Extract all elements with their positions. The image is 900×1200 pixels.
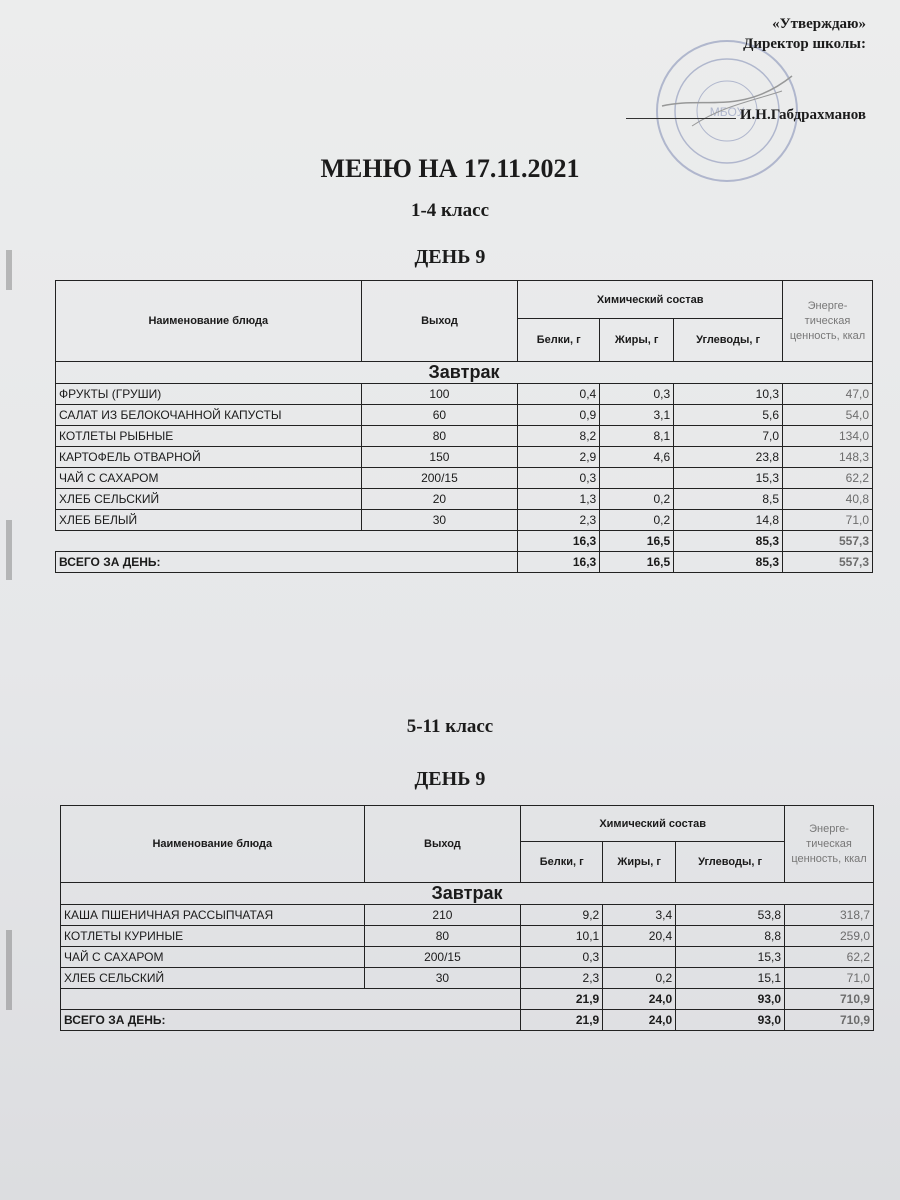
total-fat: 24,0	[603, 1010, 676, 1031]
approval-position: Директор школы:	[743, 36, 866, 52]
subtotal-empty	[61, 989, 521, 1010]
dish-fat: 8,1	[600, 426, 674, 447]
menu-table-5-11	[60, 805, 874, 1031]
dish-name: КОТЛЕТЫ РЫБНЫЕ	[56, 426, 362, 447]
dish-name: КАРТОФЕЛЬ ОТВАРНОЙ	[56, 447, 362, 468]
scan-artifact	[6, 930, 12, 1010]
table-row	[61, 968, 874, 989]
total-energy: 710,9	[785, 1010, 874, 1031]
dish-output: 30	[361, 510, 518, 531]
dish-protein: 0,3	[521, 947, 603, 968]
approval-signer: И.Н.Габдрахманов	[739, 107, 866, 123]
table-row	[61, 926, 874, 947]
total-protein: 16,3	[518, 552, 600, 573]
dish-name: КАША ПШЕНИЧНАЯ РАССЫПЧАТАЯ	[61, 905, 365, 926]
page-title: МЕНЮ НА 17.11.2021	[320, 154, 580, 183]
dish-output: 30	[364, 968, 521, 989]
dish-name: ЧАЙ С САХАРОМ	[56, 468, 362, 489]
section-1-day-label: ДЕНЬ 9	[414, 246, 486, 268]
dish-protein: 10,1	[521, 926, 603, 947]
table-row	[56, 510, 873, 531]
header-fat: Жиры, г	[600, 319, 674, 362]
header-energy: Энерге-тическая ценность, ккал	[783, 281, 873, 362]
dish-carbs: 8,8	[676, 926, 785, 947]
dish-protein: 2,9	[518, 447, 600, 468]
dish-name: САЛАТ ИЗ БЕЛОКОЧАННОЙ КАПУСТЫ	[56, 405, 362, 426]
total-carbs: 85,3	[674, 552, 783, 573]
subtotal-empty	[56, 531, 518, 552]
header-chem-composition: Химический состав	[521, 806, 785, 842]
subtotal-energy: 557,3	[783, 531, 873, 552]
dish-carbs: 15,3	[674, 468, 783, 489]
dish-protein: 8,2	[518, 426, 600, 447]
dish-protein: 0,9	[518, 405, 600, 426]
dish-fat: 20,4	[603, 926, 676, 947]
dish-name: ЧАЙ С САХАРОМ	[61, 947, 365, 968]
subtotal-protein: 21,9	[521, 989, 603, 1010]
dish-fat: 0,3	[600, 384, 674, 405]
dish-carbs: 15,1	[676, 968, 785, 989]
header-fat: Жиры, г	[603, 842, 676, 883]
dish-fat: 0,2	[600, 510, 674, 531]
subtotal-row	[61, 989, 874, 1010]
total-row	[61, 1010, 874, 1031]
menu-table-1-4	[55, 280, 873, 573]
dish-fat: 0,2	[603, 968, 676, 989]
dish-carbs: 15,3	[676, 947, 785, 968]
dish-protein: 0,3	[518, 468, 600, 489]
dish-energy: 134,0	[783, 426, 873, 447]
header-energy: Энерге-тическая ценность, ккал	[785, 806, 874, 883]
scan-artifact	[6, 520, 12, 580]
dish-name: ХЛЕБ БЕЛЫЙ	[56, 510, 362, 531]
table-row	[61, 905, 874, 926]
section-1-class-label: 1-4 класс	[410, 200, 490, 221]
table-row	[56, 384, 873, 405]
approval-signature-line	[626, 104, 866, 125]
dish-energy: 62,2	[785, 947, 874, 968]
total-row	[56, 552, 873, 573]
dish-output: 200/15	[364, 947, 521, 968]
subtotal-row	[56, 531, 873, 552]
table-2-rows	[61, 905, 874, 989]
dish-carbs: 53,8	[676, 905, 785, 926]
dish-name: ХЛЕБ СЕЛЬСКИЙ	[56, 489, 362, 510]
dish-name: КОТЛЕТЫ КУРИНЫЕ	[61, 926, 365, 947]
dish-fat	[600, 468, 674, 489]
approval-block	[626, 14, 866, 125]
dish-carbs: 10,3	[674, 384, 783, 405]
table-1-rows	[56, 384, 873, 531]
dish-protein: 9,2	[521, 905, 603, 926]
table-row	[56, 468, 873, 489]
dish-energy: 259,0	[785, 926, 874, 947]
subtotal-fat: 16,5	[600, 531, 674, 552]
dish-carbs: 7,0	[674, 426, 783, 447]
dish-protein: 0,4	[518, 384, 600, 405]
dish-energy: 62,2	[783, 468, 873, 489]
dish-fat	[603, 947, 676, 968]
section-2-class-label: 5-11 класс	[406, 716, 494, 737]
header-dish-name: Наименование блюда	[61, 806, 365, 883]
header-chem-composition: Химический состав	[518, 281, 783, 319]
dish-output: 150	[361, 447, 518, 468]
dish-energy: 71,0	[785, 968, 874, 989]
subtotal-carbs: 93,0	[676, 989, 785, 1010]
total-carbs: 93,0	[676, 1010, 785, 1031]
table-row	[56, 426, 873, 447]
dish-energy: 54,0	[783, 405, 873, 426]
header-carbs: Углеводы, г	[674, 319, 783, 362]
table-row	[56, 489, 873, 510]
dish-output: 80	[361, 426, 518, 447]
dish-energy: 71,0	[783, 510, 873, 531]
dish-carbs: 14,8	[674, 510, 783, 531]
dish-name: ХЛЕБ СЕЛЬСКИЙ	[61, 968, 365, 989]
header-output: Выход	[364, 806, 521, 883]
total-energy: 557,3	[783, 552, 873, 573]
dish-protein: 2,3	[521, 968, 603, 989]
table-row	[56, 405, 873, 426]
dish-output: 210	[364, 905, 521, 926]
meal-label: Завтрак	[61, 883, 874, 905]
dish-output: 80	[364, 926, 521, 947]
dish-carbs: 23,8	[674, 447, 783, 468]
dish-energy: 148,3	[783, 447, 873, 468]
section-2-day-label: ДЕНЬ 9	[414, 768, 486, 790]
subtotal-energy: 710,9	[785, 989, 874, 1010]
header-protein: Белки, г	[518, 319, 600, 362]
dish-fat: 0,2	[600, 489, 674, 510]
total-protein: 21,9	[521, 1010, 603, 1031]
table-row	[56, 447, 873, 468]
dish-fat: 3,4	[603, 905, 676, 926]
header-output: Выход	[361, 281, 518, 362]
dish-name: ФРУКТЫ (ГРУШИ)	[56, 384, 362, 405]
dish-output: 100	[361, 384, 518, 405]
table-row	[61, 947, 874, 968]
approval-title: «Утверждаю»	[772, 16, 866, 32]
dish-fat: 4,6	[600, 447, 674, 468]
dish-energy: 40,8	[783, 489, 873, 510]
header-protein: Белки, г	[521, 842, 603, 883]
subtotal-protein: 16,3	[518, 531, 600, 552]
dish-protein: 1,3	[518, 489, 600, 510]
header-carbs: Углеводы, г	[676, 842, 785, 883]
meal-label: Завтрак	[56, 362, 873, 384]
total-fat: 16,5	[600, 552, 674, 573]
subtotal-carbs: 85,3	[674, 531, 783, 552]
stamp-text: МБОУ	[709, 105, 745, 119]
dish-carbs: 5,6	[674, 405, 783, 426]
dish-protein: 2,3	[518, 510, 600, 531]
total-label: ВСЕГО ЗА ДЕНЬ:	[61, 1010, 521, 1031]
dish-output: 60	[361, 405, 518, 426]
dish-carbs: 8,5	[674, 489, 783, 510]
dish-energy: 318,7	[785, 905, 874, 926]
header-dish-name: Наименование блюда	[56, 281, 362, 362]
total-label: ВСЕГО ЗА ДЕНЬ:	[56, 552, 518, 573]
dish-fat: 3,1	[600, 405, 674, 426]
dish-energy: 47,0	[783, 384, 873, 405]
dish-output: 200/15	[361, 468, 518, 489]
subtotal-fat: 24,0	[603, 989, 676, 1010]
signature-underline	[626, 104, 736, 119]
dish-output: 20	[361, 489, 518, 510]
